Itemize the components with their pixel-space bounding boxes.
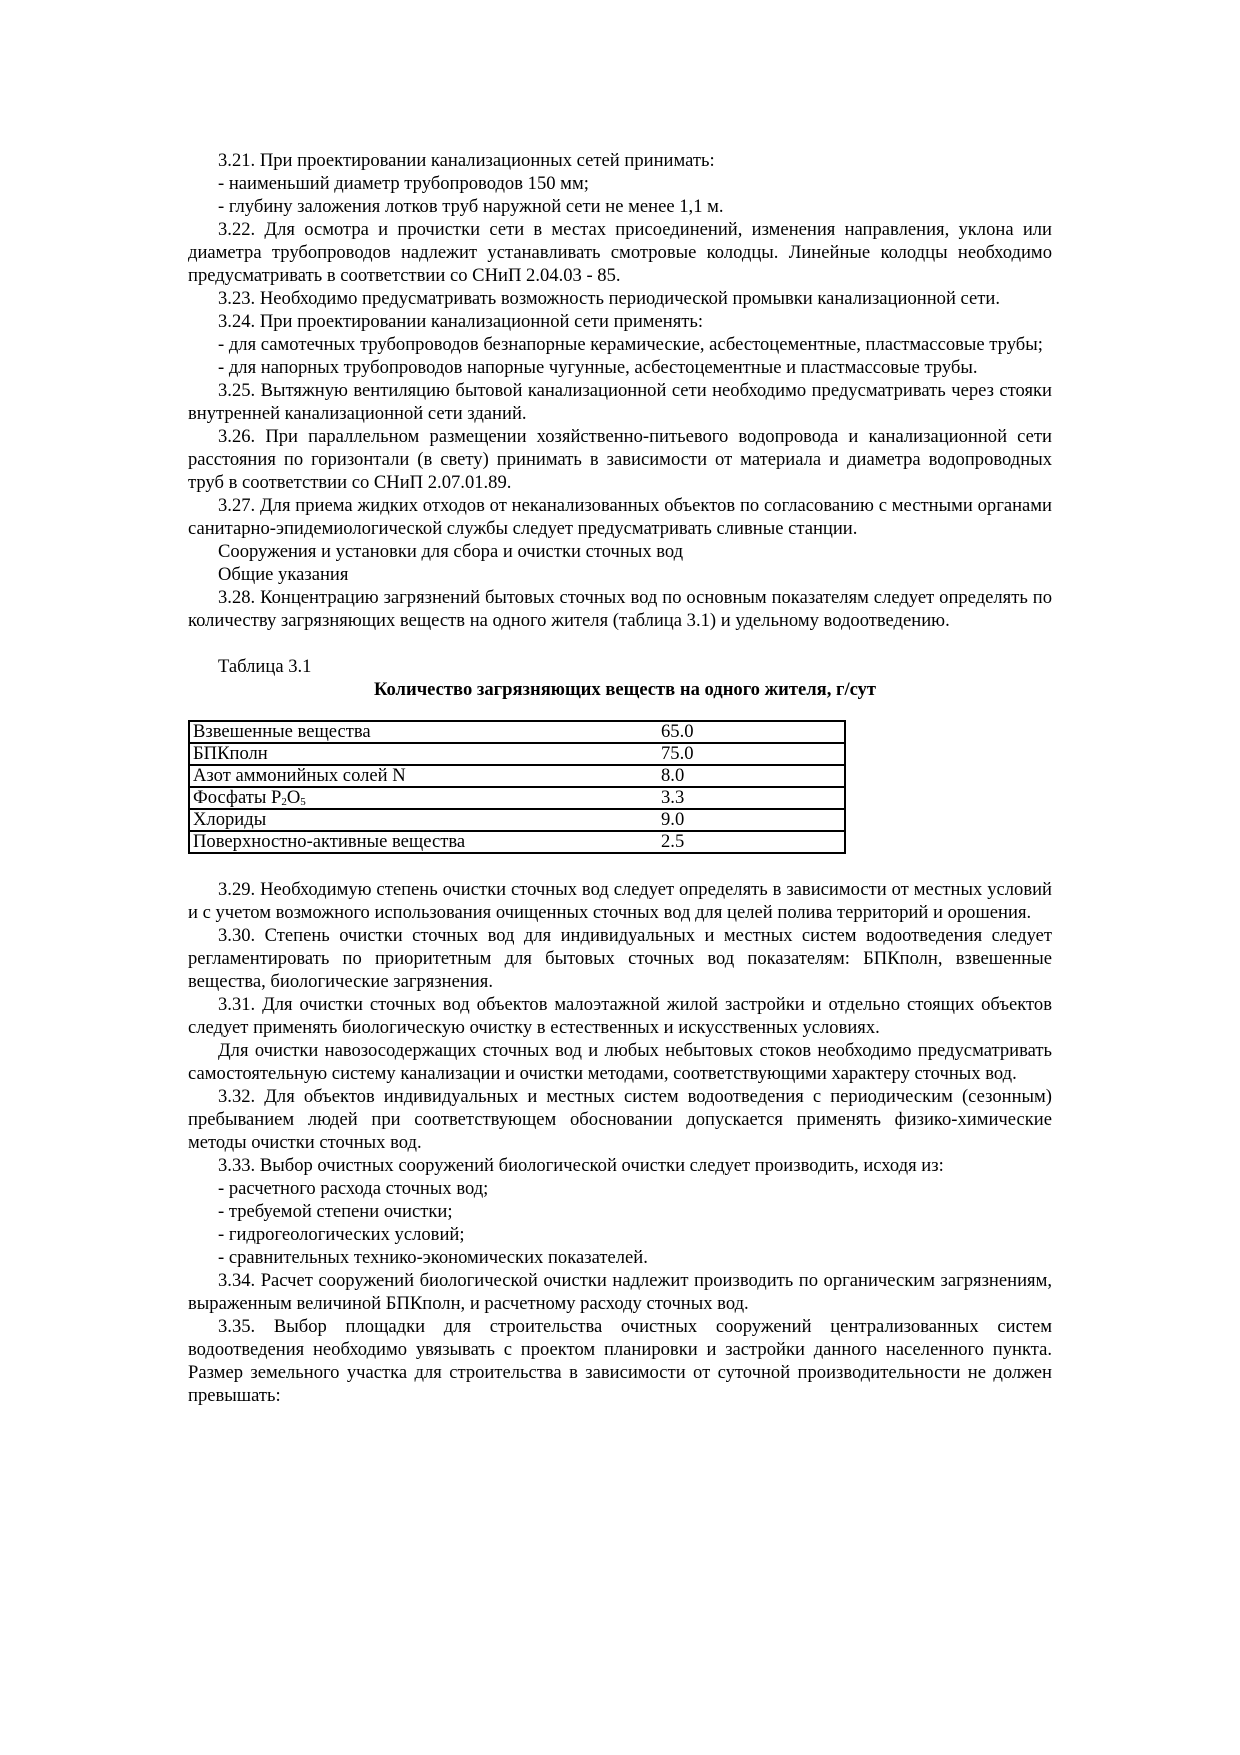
list-item-treatment-degree: - требуемой степени очистки; bbox=[218, 1201, 453, 1222]
table-cell-value: 3.3 bbox=[658, 787, 845, 809]
table-cell-name: БПКполн bbox=[189, 743, 658, 765]
table-row bbox=[189, 787, 845, 809]
table-title: Количество загрязняющих веществ на одного жителя, г/сут bbox=[373, 679, 877, 700]
paragraph-3-33: 3.33. Выбор очистных сооружений биологической очистки следует производить, исходя из: bbox=[218, 1155, 944, 1176]
paragraph-3-23: 3.23. Необходимо предусматривать возможность периодической промывки канализационной сети. bbox=[218, 288, 1001, 309]
table-cell-value: 2.5 bbox=[658, 831, 845, 853]
paragraph-3-34: 3.34. Расчет сооружений биологической очистки надлежит производить по органическим загрязнениям, выраженным величиной БПКполн, и расчетному расходу сточных вод. bbox=[188, 1270, 1052, 1314]
document-page bbox=[188, 149, 1052, 1407]
paragraph-3-28: 3.28. Концентрацию загрязнений бытовых сточных вод по основным показателям следует определять по количеству загрязняющих веществ на одного жителя (таблица 3.1) и удельному водоотведению. bbox=[188, 587, 1052, 631]
paragraph-3-24: 3.24. При проектировании канализационной сети применять: bbox=[218, 311, 704, 332]
spacer bbox=[188, 701, 1052, 720]
table-row bbox=[189, 765, 845, 787]
table-cell-name: Хлориды bbox=[189, 809, 658, 831]
paragraph-3-27: 3.27. Для приема жидких отходов от неканализованных объектов по согласованию с местными органами санитарно-эпидемиологической службы следует предусматривать сливные станции. bbox=[188, 495, 1052, 539]
table-cell-name: Поверхностно-активные вещества bbox=[189, 831, 658, 853]
spacer bbox=[188, 854, 1052, 878]
paragraph-3-29: 3.29. Необходимую степень очистки сточных вод следует определять в зависимости от местных условий и с учетом возможного использования очищенных сточных вод для целей полива территорий и орошения. bbox=[188, 879, 1052, 923]
table-row bbox=[189, 743, 845, 765]
table-cell-value: 9.0 bbox=[658, 809, 845, 831]
table-row bbox=[189, 809, 845, 831]
list-item-depth: - глубину заложения лотков труб наружной сети не менее 1,1 м. bbox=[218, 196, 724, 217]
table-caption: Таблица 3.1 bbox=[218, 656, 312, 677]
paragraph-3-32: 3.32. Для объектов индивидуальных и местных систем водоотведения с периодическим (сезонным) пребыванием людей при соответствующем обосновании допускается применять физико-химические методы очистки сточных вод. bbox=[188, 1086, 1052, 1153]
table-cell-value: 75.0 bbox=[658, 743, 845, 765]
list-item-economics: - сравнительных технико-экономических показателей. bbox=[218, 1247, 648, 1268]
paragraph-3-21: 3.21. При проектировании канализационных сетей принимать: bbox=[218, 150, 715, 171]
table-cell-value: 8.0 bbox=[658, 765, 845, 787]
list-item-min-diameter: - наименьший диаметр трубопроводов 150 мм; bbox=[218, 173, 589, 194]
table-row bbox=[189, 831, 845, 853]
table-cell-name: Взвешенные вещества bbox=[189, 721, 658, 743]
formula-prefix: Фосфаты P bbox=[193, 787, 282, 808]
subscript: 5 bbox=[300, 796, 306, 808]
spacer bbox=[188, 632, 1052, 655]
paragraph-3-35: 3.35. Выбор площадки для строительства очистных сооружений централизованных систем водоотведения необходимо увязывать с проектом планировки и застройки данного населенного пункта. Размер земельного участка для строительства в зависимости от суточной производительности не должен превышать: bbox=[188, 1316, 1052, 1406]
table-cell-name bbox=[189, 787, 658, 809]
paragraph-3-31: 3.31. Для очистки сточных вод объектов малоэтажной жилой застройки и отдельно стоящих объектов следует применять биологическую очистку в естественных и искусственных условиях. bbox=[188, 994, 1052, 1038]
paragraph-manure-wastewater: Для очистки навозосодержащих сточных вод и любых небытовых стоков необходимо предусматривать самостоятельную систему канализации и очистки методами, соответствующими характеру сточных вод. bbox=[188, 1040, 1052, 1084]
pollutants-table bbox=[188, 720, 846, 854]
paragraph-3-22: 3.22. Для осмотра и прочистки сети в местах присоединений, изменения направления, уклона или диаметра трубопроводов надлежит устанавливать смотровые колодцы. Линейные колодцы необходимо предусматривать в соответствии со СНиП 2.04.03 - 85. bbox=[188, 219, 1052, 286]
paragraph-3-26: 3.26. При параллельном размещении хозяйственно-питьевого водопровода и канализационной сети расстояния по горизонтали (в свету) принимать в зависимости от материала и диаметра водопроводных труб в соответствии со СНиП 2.07.01.89. bbox=[188, 426, 1052, 493]
table-cell-value: 65.0 bbox=[658, 721, 845, 743]
section-heading-general: Общие указания bbox=[218, 564, 349, 585]
subscript: 2 bbox=[281, 796, 287, 808]
list-item-gravity-pipes: - для самотечных трубопроводов безнапорные керамические, асбестоцементные, пластмассовые трубы; bbox=[218, 334, 1043, 355]
paragraph-3-25: 3.25. Вытяжную вентиляцию бытовой канализационной сети необходимо предусматривать через стояки внутренней канализационной сети зданий. bbox=[188, 380, 1052, 424]
list-item-flow-rate: - расчетного расхода сточных вод; bbox=[218, 1178, 489, 1199]
formula-mid: O bbox=[286, 787, 301, 808]
section-heading-facilities: Сооружения и установки для сбора и очистки сточных вод bbox=[218, 541, 684, 562]
list-item-hydrogeology: - гидрогеологических условий; bbox=[218, 1224, 465, 1245]
list-item-pressure-pipes: - для напорных трубопроводов напорные чугунные, асбестоцементные и пластмассовые трубы. bbox=[218, 357, 978, 378]
table-cell-name: Азот аммонийных солей N bbox=[189, 765, 658, 787]
table-row bbox=[189, 721, 845, 743]
paragraph-3-30: 3.30. Степень очистки сточных вод для индивидуальных и местных систем водоотведения следует регламентировать по приоритетным для бытовых сточных вод показателям: БПКполн, взвешенные вещества, биологические загрязнения. bbox=[188, 925, 1052, 992]
